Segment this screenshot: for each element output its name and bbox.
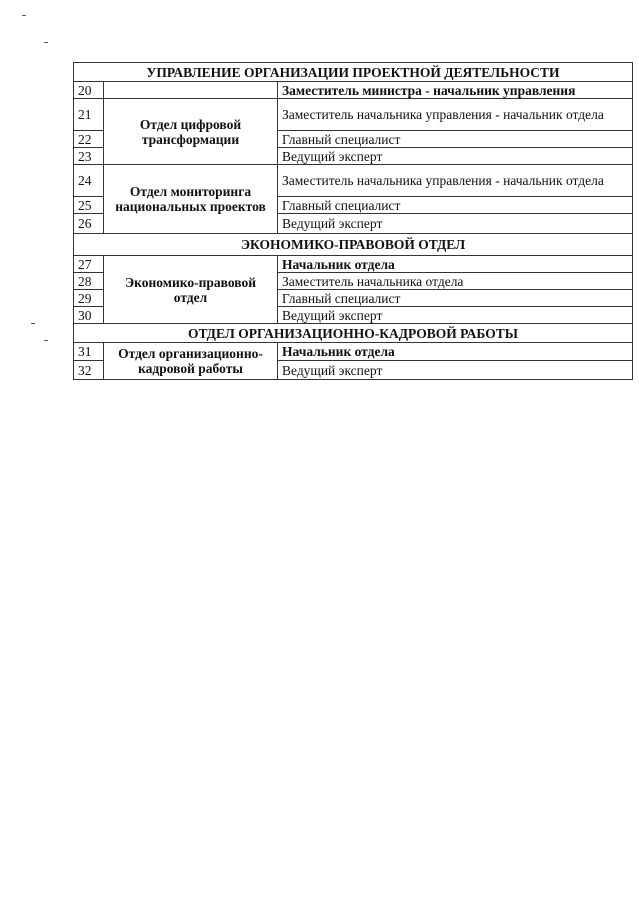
section-header-row (74, 63, 633, 82)
row-number: 28 (74, 273, 104, 290)
row-number: 26 (74, 214, 104, 234)
scan-mark (31, 323, 35, 324)
position-cell: Начальник отдела (278, 256, 633, 273)
scan-mark (22, 15, 26, 16)
row-number: 25 (74, 197, 104, 214)
position-cell: Главный специалист (278, 290, 633, 307)
section-header-row (74, 324, 633, 343)
department-name: Отдел цифровой трансформации (104, 99, 278, 165)
section-header-row (74, 234, 633, 256)
department-name: Отдел мониторинга национальных проектов (104, 165, 278, 234)
position-cell: Начальник отдела (278, 343, 633, 361)
dept-empty-cell (104, 82, 278, 99)
row-number: 32 (74, 361, 104, 380)
position-cell: Заместитель начальника управления - начальник отдела (278, 99, 633, 131)
position-cell: Заместитель министра - начальник управления (278, 82, 633, 99)
row-number: 24 (74, 165, 104, 197)
position-cell: Заместитель начальника отдела (278, 273, 633, 290)
table-row (74, 165, 633, 197)
table-row (74, 99, 633, 131)
staff-table (73, 62, 633, 380)
row-number: 29 (74, 290, 104, 307)
scan-mark (44, 340, 48, 341)
section-title: УПРАВЛЕНИЕ ОРГАНИЗАЦИИ ПРОЕКТНОЙ ДЕЯТЕЛЬНОСТИ (74, 63, 633, 82)
table-row (74, 82, 633, 99)
position-cell: Ведущий эксперт (278, 361, 633, 380)
scan-mark (44, 42, 48, 43)
row-number: 22 (74, 131, 104, 148)
row-number: 21 (74, 99, 104, 131)
position-cell: Ведущий эксперт (278, 214, 633, 234)
row-number: 27 (74, 256, 104, 273)
section-title: ОТДЕЛ ОРГАНИЗАЦИОННО-КАДРОВОЙ РАБОТЫ (74, 324, 633, 343)
row-number: 23 (74, 148, 104, 165)
position-cell: Ведущий эксперт (278, 148, 633, 165)
position-cell: Заместитель начальника управления - начальник отдела (278, 165, 633, 197)
table-row (74, 256, 633, 273)
row-number: 20 (74, 82, 104, 99)
position-cell: Главный специалист (278, 197, 633, 214)
row-number: 31 (74, 343, 104, 361)
department-name: Отдел организационно-кадровой работы (104, 343, 278, 380)
position-cell: Ведущий эксперт (278, 307, 633, 324)
section-title: ЭКОНОМИКО-ПРАВОВОЙ ОТДЕЛ (74, 234, 633, 256)
position-cell: Главный специалист (278, 131, 633, 148)
department-name: Экономико-правовой отдел (104, 256, 278, 324)
table-row (74, 343, 633, 361)
row-number: 30 (74, 307, 104, 324)
